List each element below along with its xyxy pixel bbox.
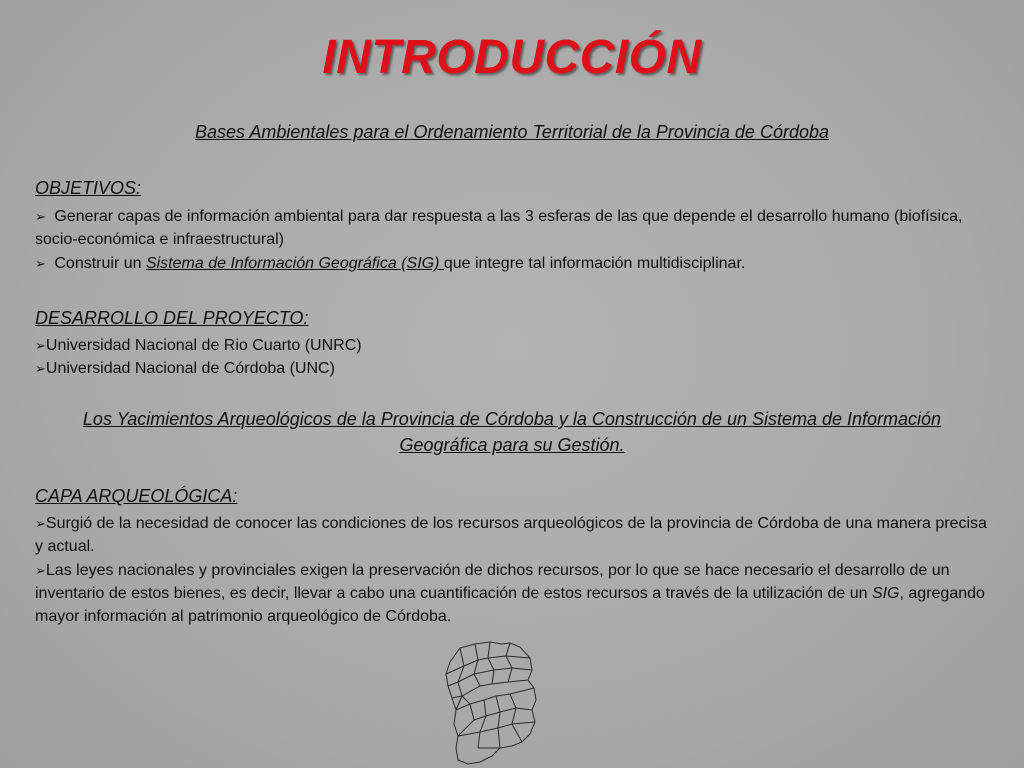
- capa-item-2: [35, 559, 990, 628]
- desarrollo-item-1-text: Universidad Nacional de Rio Cuarto (UNRC): [45, 337, 362, 354]
- subtitle: Bases Ambientales para el Ordenamiento Territorial de la Provincia de Córdoba: [194, 122, 829, 142]
- objetivos-item-1-text: Generar capas de información ambiental para dar respuesta a las 3 esferas de las que depende el desarrollo humano (biofísica, socio-económica e infraestructural): [35, 208, 963, 248]
- bullet-arrow-icon: ➢: [35, 256, 46, 271]
- sig-link[interactable]: Sistema de Información Geográfica (SIG): [145, 255, 444, 272]
- desarrollo-item-2: [35, 357, 990, 380]
- objetivos-heading: OBJETIVOS:: [35, 178, 142, 198]
- objetivos-item-1: [35, 205, 990, 251]
- bullet-arrow-icon: ➢: [35, 563, 46, 578]
- desarrollo-heading: DESARROLLO DEL PROYECTO:: [35, 308, 309, 328]
- objetivos-item-2: [35, 252, 990, 275]
- bullet-arrow-icon: ➢: [35, 209, 46, 224]
- capa-item-2-sig: SIG: [871, 585, 900, 602]
- bullet-arrow-icon: ➢: [35, 361, 46, 376]
- capa-item-1-text: Surgió de la necesidad de conocer las condiciones de los recursos arqueológicos de la provincia de Córdoba de una manera precisa y actual.: [35, 515, 987, 555]
- desarrollo-item-2-text: Universidad Nacional de Córdoba (UNC): [45, 360, 335, 377]
- capa-heading: CAPA ARQUEOLÓGICA:: [35, 486, 238, 506]
- project-title: Los Yacimientos Arqueológicos de la Provincia de Córdoba y la Construcción de un Sistema de Información Geográfica para su Gestión.: [82, 409, 942, 455]
- cordoba-province-map-icon: [440, 638, 540, 766]
- bullet-arrow-icon: ➢: [35, 516, 46, 531]
- page-title: INTRODUCCIÓN: [322, 31, 702, 84]
- capa-item-2-prefix: Las leyes nacionales y provinciales exigen la preservación de dichos recursos, por lo que se hace necesario el desarrollo de un inventario de estos bienes, es decir, llevar a cabo una cuantificación de estos recursos a través de la utilización de un: [35, 562, 950, 602]
- capa-item-1: [35, 512, 990, 558]
- bullet-arrow-icon: ➢: [35, 338, 46, 353]
- objetivos-item-2-suffix: que integre tal información multidisciplinar.: [443, 255, 746, 272]
- capa-item-2-suffix: , agregando mayor información al patrimonio arqueológico de Córdoba.: [35, 585, 985, 625]
- desarrollo-item-1: [35, 334, 990, 357]
- objetivos-item-2-prefix: Construir un: [54, 255, 146, 272]
